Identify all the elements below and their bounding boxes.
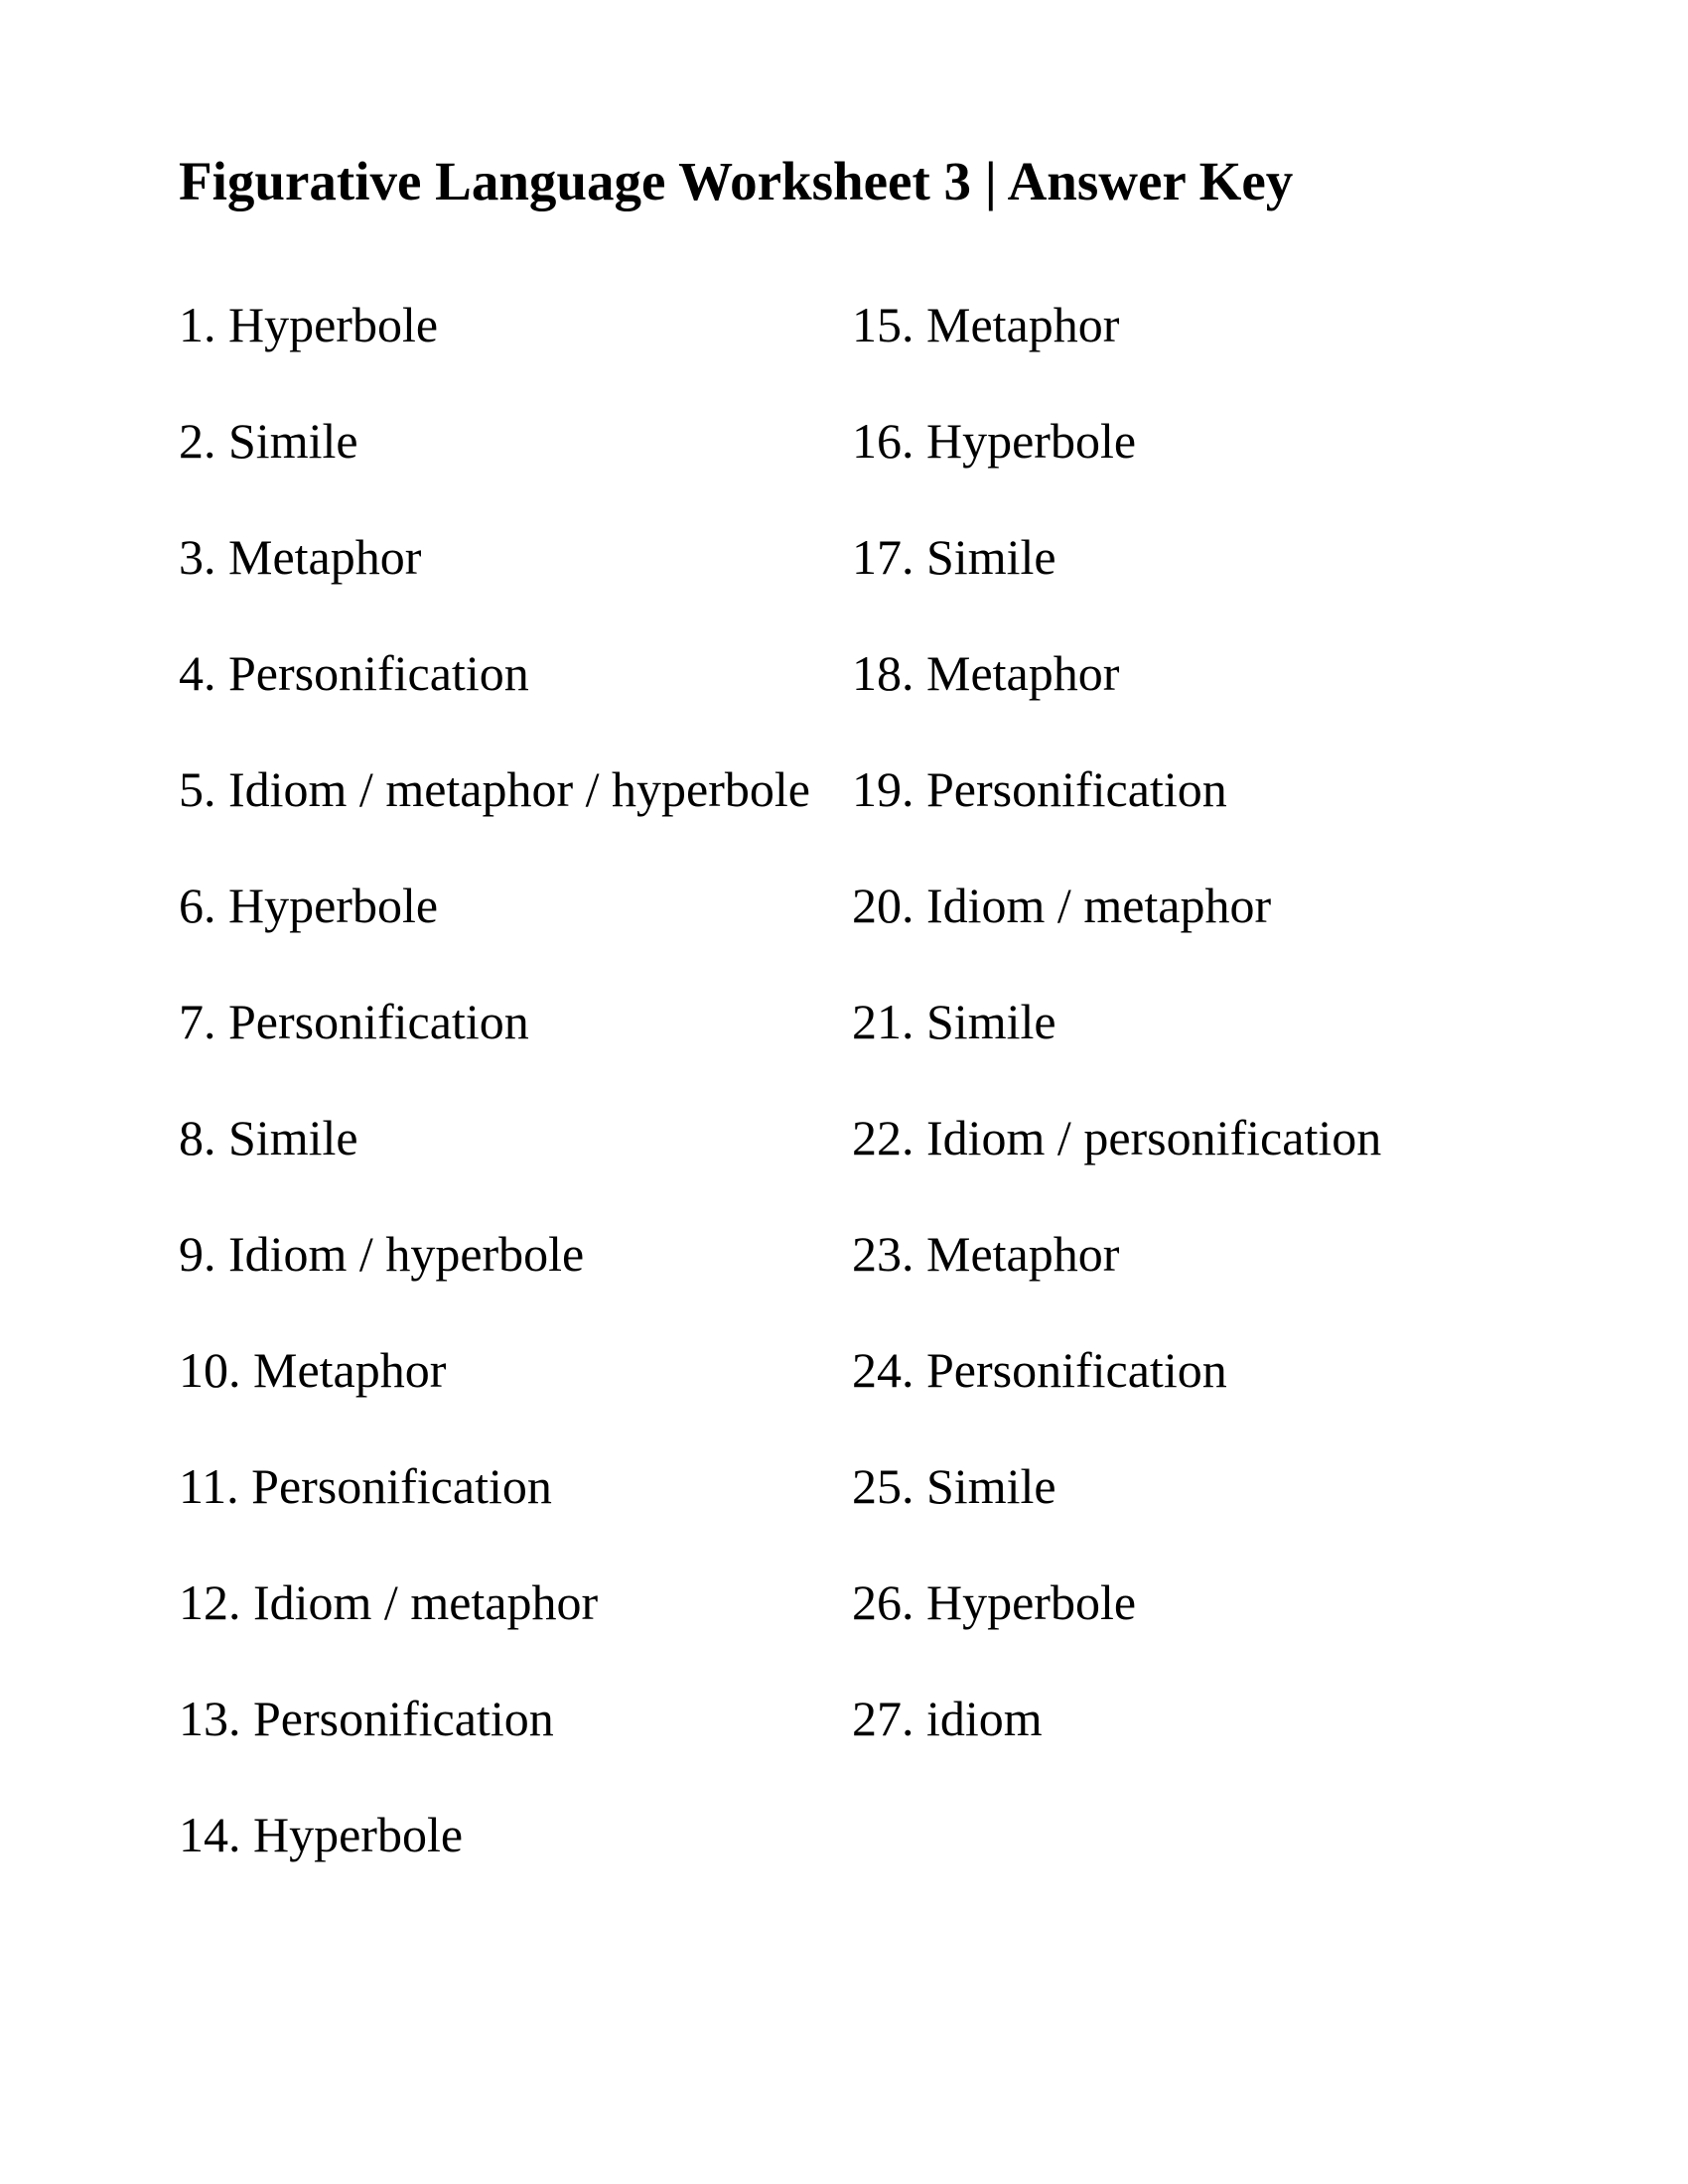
answer-item-10: 10. Metaphor <box>179 1342 447 1398</box>
answer-item-16: 16. Hyperbole <box>852 413 1137 469</box>
answer-item-6: 6. Hyperbole <box>179 878 439 933</box>
answer-item-23: 23. Metaphor <box>852 1226 1120 1282</box>
answer-item-3: 3. Metaphor <box>179 529 422 585</box>
answer-item-21: 21. Simile <box>852 994 1056 1049</box>
answer-item-24: 24. Personification <box>852 1342 1227 1398</box>
answer-item-17: 17. Simile <box>852 529 1056 585</box>
answer-item-22: 22. Idiom / personification <box>852 1110 1382 1165</box>
answer-item-9: 9. Idiom / hyperbole <box>179 1226 585 1282</box>
answer-item-27: 27. idiom <box>852 1691 1043 1746</box>
answer-item-26: 26. Hyperbole <box>852 1574 1137 1630</box>
answer-item-12: 12. Idiom / metaphor <box>179 1574 599 1630</box>
answer-item-19: 19. Personification <box>852 761 1227 817</box>
answer-item-2: 2. Simile <box>179 413 358 469</box>
answer-item-11: 11. Personification <box>179 1458 552 1514</box>
answers-column-right <box>852 296 1381 1806</box>
answer-item-14: 14. Hyperbole <box>179 1807 464 1862</box>
answer-item-15: 15. Metaphor <box>852 297 1120 352</box>
page-title: Figurative Language Worksheet 3 | Answer Key <box>179 151 1294 211</box>
answer-item-4: 4. Personification <box>179 645 529 701</box>
answer-item-1: 1. Hyperbole <box>179 297 439 352</box>
answer-item-5: 5. Idiom / metaphor / hyperbole <box>179 761 810 817</box>
answer-item-7: 7. Personification <box>179 994 529 1049</box>
answer-item-20: 20. Idiom / metaphor <box>852 878 1272 933</box>
answer-item-18: 18. Metaphor <box>852 645 1120 701</box>
answers-column-left <box>179 296 810 1922</box>
answer-item-8: 8. Simile <box>179 1110 358 1165</box>
answer-item-13: 13. Personification <box>179 1691 554 1746</box>
answer-item-25: 25. Simile <box>852 1458 1056 1514</box>
